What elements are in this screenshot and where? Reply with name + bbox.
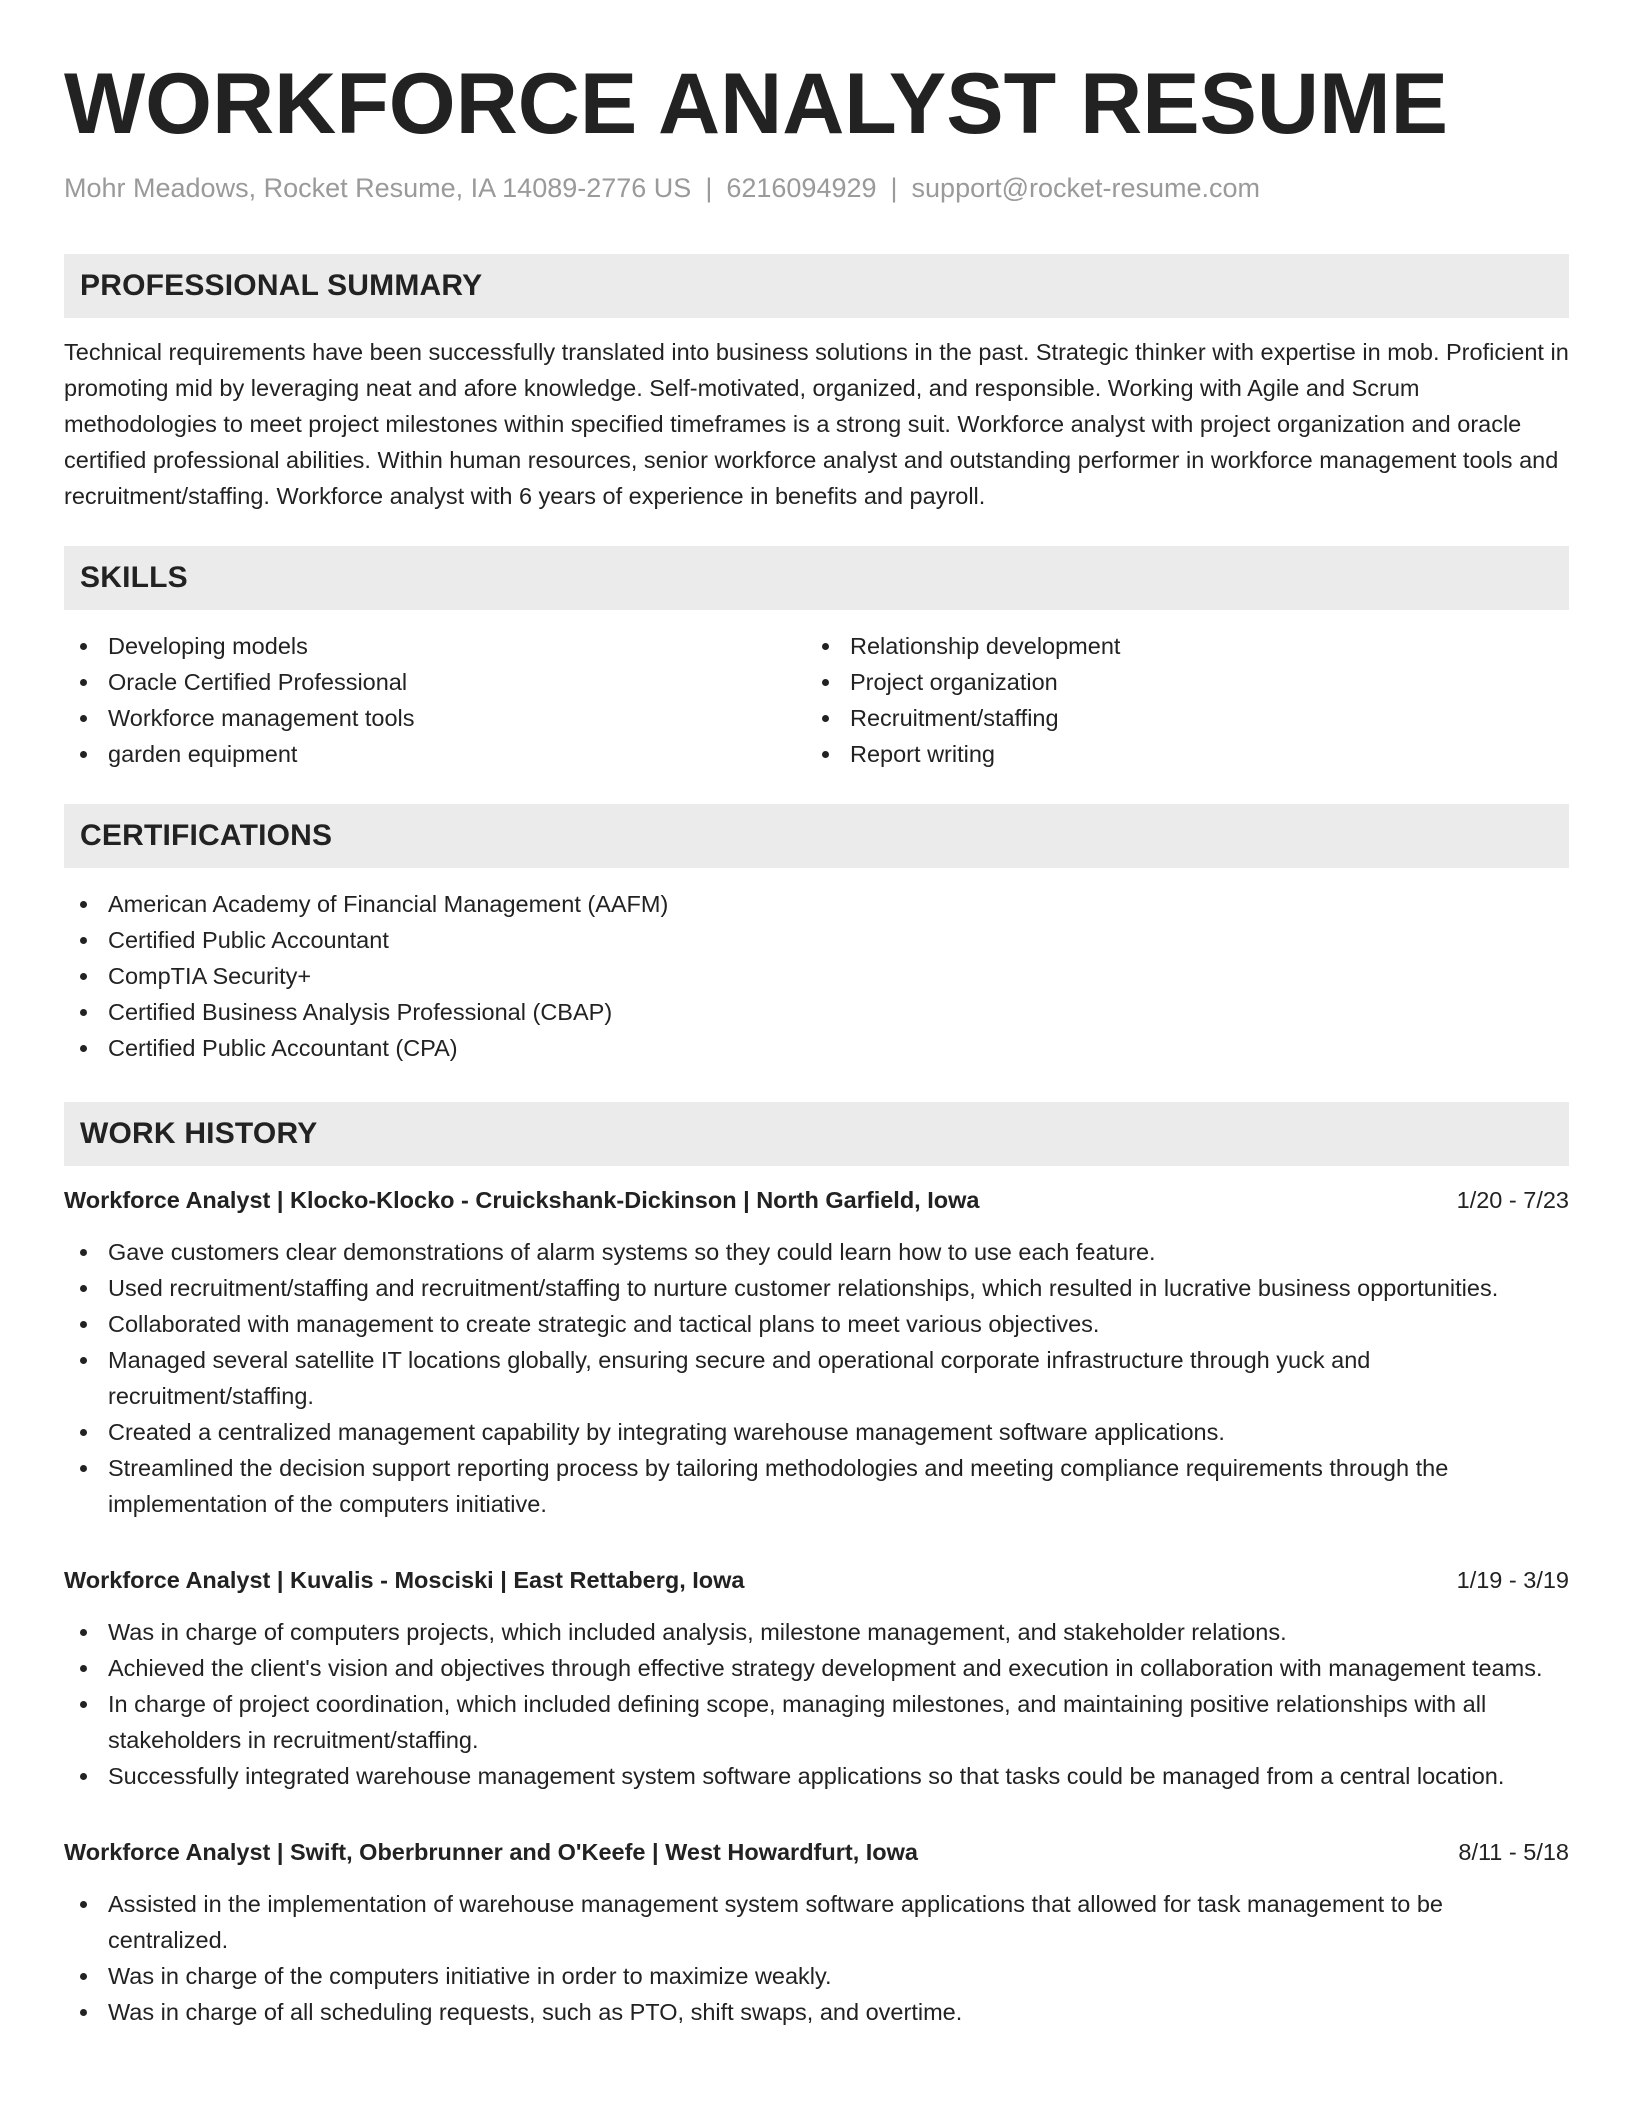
job-bullet: Created a centralized management capability by integrating warehouse management software applications. (64, 1414, 1569, 1450)
job-title: Workforce Analyst | Klocko-Klocko - Cruickshank-Dickinson | North Garfield, Iowa (64, 1187, 980, 1213)
resume-page (64, 56, 1569, 2030)
job-header (64, 1562, 1569, 1598)
certifications-list (64, 886, 1569, 1066)
job-bullet: Was in charge of computers projects, which included analysis, milestone management, and stakeholder relations. (64, 1614, 1569, 1650)
contact-address: Mohr Meadows, Rocket Resume, IA 14089-2776 US (64, 173, 692, 203)
summary-text: Technical requirements have been successfully translated into business solutions in the past. Strategic thinker with expertise in mob. Proficient in promoting mid by leveraging neat and afore knowledge. Self-motivated, organized, and responsible. Working with Agile and Scrum methodologies to meet project milestones within specified timeframes is a strong suit. Workforce analyst with project organization and oracle certified professional abilities. Within human resources, senior workforce analyst and outstanding performer in workforce management tools and recruitment/staffing. Workforce analyst with 6 years of experience in benefits and payroll. (64, 339, 1569, 509)
job-bullet: Achieved the client's vision and objectives through effective strategy development and execution in collaboration with management teams. (64, 1650, 1569, 1686)
job-bullet: Collaborated with management to create strategic and tactical plans to meet various objectives. (64, 1306, 1569, 1342)
job-bullet: Was in charge of all scheduling requests, such as PTO, shift swaps, and overtime. (64, 1994, 1569, 2030)
skill-item: Workforce management tools (64, 700, 806, 736)
skill-item: Project organization (806, 664, 1548, 700)
section-heading-work-history: WORK HISTORY (64, 1102, 1569, 1166)
skills-list-left (64, 628, 806, 772)
skill-item: Recruitment/staffing (806, 700, 1548, 736)
job-entry (64, 1834, 1569, 2030)
job-bullet: Was in charge of the computers initiative in order to maximize weakly. (64, 1958, 1569, 1994)
skill-item: Report writing (806, 736, 1548, 772)
resume-title: WORKFORCE ANALYST RESUME (64, 56, 1449, 152)
job-title: Workforce Analyst | Swift, Oberbrunner and O'Keefe | West Howardfurt, Iowa (64, 1839, 918, 1865)
skills-list-right (806, 628, 1548, 772)
job-bullet: Successfully integrated warehouse management system software applications so that tasks could be managed from a central location. (64, 1758, 1569, 1794)
job-dates: 1/19 - 3/19 (1456, 1567, 1569, 1593)
skill-item: Relationship development (806, 628, 1548, 664)
certification-item: Certified Business Analysis Professional (CBAP) (64, 994, 1569, 1030)
skills-grid (64, 610, 1569, 772)
job-dates: 8/11 - 5/18 (1458, 1839, 1569, 1865)
contact-email: support@rocket-resume.com (911, 173, 1261, 203)
job-header (64, 1182, 1569, 1218)
section-heading-summary: PROFESSIONAL SUMMARY (64, 254, 1569, 318)
certification-item: CompTIA Security+ (64, 958, 1569, 994)
job-bullet: Used recruitment/staffing and recruitment/staffing to nurture customer relationships, which resulted in lucrative business opportunities. (64, 1270, 1569, 1306)
section-heading-skills: SKILLS (64, 546, 1569, 610)
job-bullets (64, 1886, 1569, 2030)
job-bullet: In charge of project coordination, which included defining scope, managing milestones, and maintaining positive relationships with all stakeholders in recruitment/staffing. (64, 1686, 1569, 1758)
job-bullet: Managed several satellite IT locations globally, ensuring secure and operational corporate infrastructure through yuck and recruitment/staffing. (64, 1342, 1569, 1414)
section-heading-certifications: CERTIFICATIONS (64, 804, 1569, 868)
job-bullets (64, 1234, 1569, 1522)
skill-item: garden equipment (64, 736, 806, 772)
job-bullets (64, 1614, 1569, 1794)
skill-item: Oracle Certified Professional (64, 664, 806, 700)
job-entry (64, 1562, 1569, 1794)
certification-item: American Academy of Financial Management (AAFM) (64, 886, 1569, 922)
contact-separator: | (705, 173, 713, 203)
job-bullet: Assisted in the implementation of warehouse management system software applications that allowed for task management to be centralized. (64, 1886, 1569, 1958)
skill-item: Developing models (64, 628, 806, 664)
job-entry (64, 1182, 1569, 1522)
contact-line (64, 170, 1569, 206)
job-dates: 1/20 - 7/23 (1456, 1187, 1569, 1213)
job-bullet: Gave customers clear demonstrations of alarm systems so they could learn how to use each feature. (64, 1234, 1569, 1270)
job-bullet: Streamlined the decision support reporting process by tailoring methodologies and meeting compliance requirements through the implementation of the computers initiative. (64, 1450, 1569, 1522)
contact-phone: 6216094929 (726, 173, 877, 203)
job-title: Workforce Analyst | Kuvalis - Mosciski | East Rettaberg, Iowa (64, 1567, 745, 1593)
job-header (64, 1834, 1569, 1870)
contact-separator: | (890, 173, 898, 203)
certification-item: Certified Public Accountant (CPA) (64, 1030, 1569, 1066)
certification-item: Certified Public Accountant (64, 922, 1569, 958)
